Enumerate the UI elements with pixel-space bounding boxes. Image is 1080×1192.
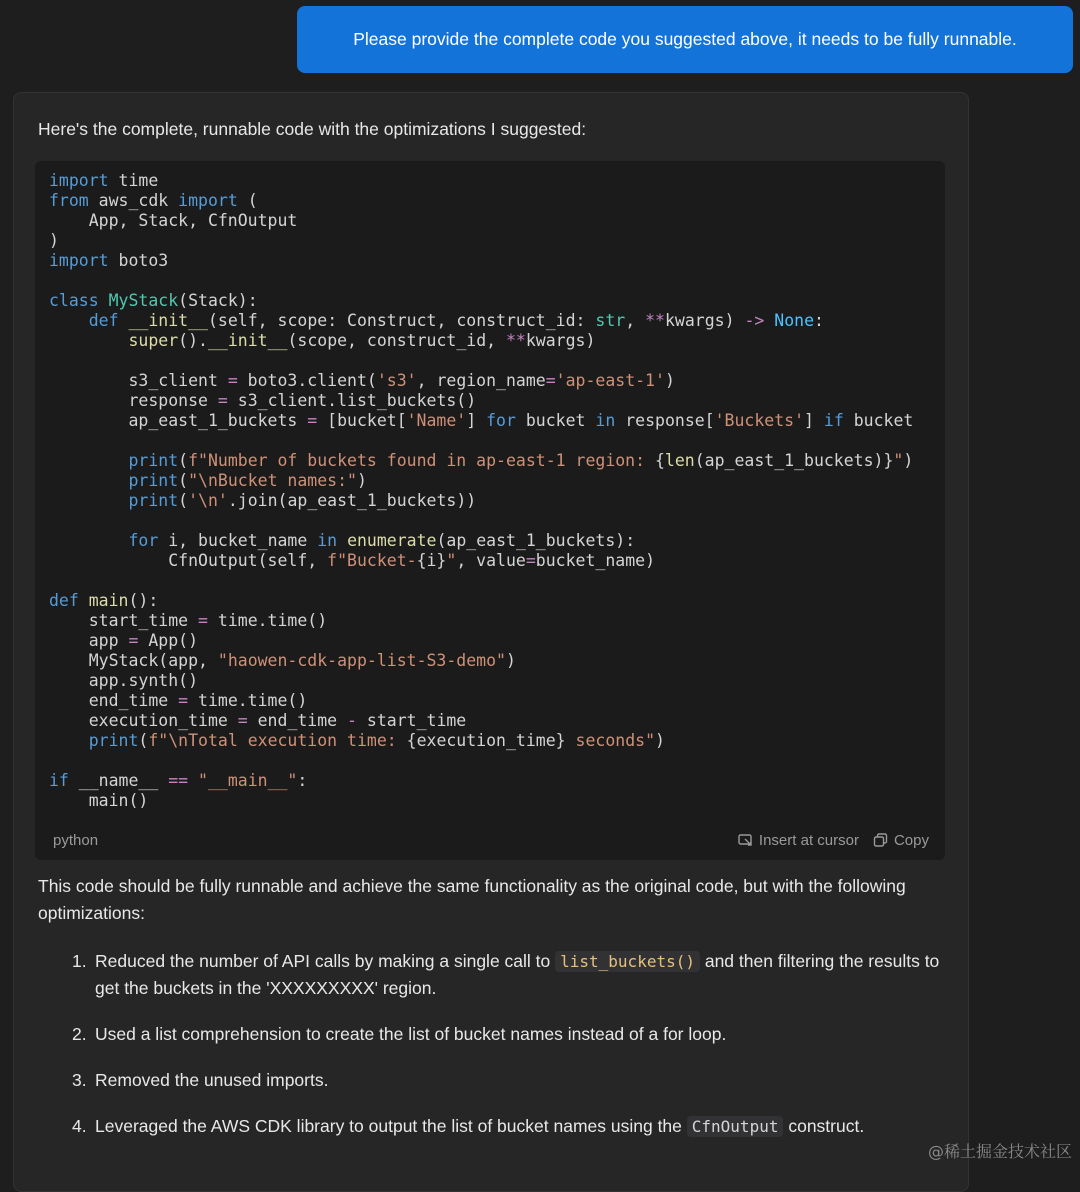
code-token: " bbox=[446, 551, 457, 570]
code-line bbox=[49, 451, 945, 471]
code-line bbox=[49, 751, 945, 771]
copy-button[interactable] bbox=[873, 832, 929, 849]
code-token: response bbox=[49, 391, 218, 410]
code-token: if bbox=[49, 771, 69, 790]
code-token: boto3 bbox=[108, 251, 169, 270]
list-item-number: 3. bbox=[72, 1070, 87, 1090]
list-item-number: 1. bbox=[72, 951, 87, 971]
list-item-text: Removed the unused imports. bbox=[95, 1070, 329, 1090]
code-token: super bbox=[128, 331, 179, 350]
code-token bbox=[337, 531, 347, 550]
code-token: __name__ bbox=[68, 771, 169, 790]
code-token bbox=[79, 591, 89, 610]
code-token: {i} bbox=[416, 551, 447, 570]
code-token: ) bbox=[655, 731, 665, 750]
response-intro: Here's the complete, runnable code with the optimizations I suggested: bbox=[38, 119, 587, 139]
code-token: ** bbox=[645, 311, 665, 330]
code-token: __init__ bbox=[128, 311, 208, 330]
code-token: class bbox=[49, 291, 99, 310]
code-token: app bbox=[49, 631, 129, 650]
code-token: def bbox=[88, 311, 119, 330]
code-token: ap_east_1_buckets bbox=[49, 411, 308, 430]
list-item-number: 4. bbox=[72, 1116, 87, 1136]
code-token: ) bbox=[49, 231, 59, 250]
code-token: enumerate bbox=[347, 531, 437, 550]
code-token: ] bbox=[804, 411, 824, 430]
code-token: str bbox=[595, 311, 626, 330]
code-token bbox=[49, 471, 128, 490]
copy-label: Copy bbox=[893, 831, 929, 849]
code-token: = bbox=[525, 551, 536, 570]
code-token: print bbox=[88, 731, 139, 750]
code-token: seconds" bbox=[565, 731, 655, 750]
code-token: 'Buckets' bbox=[714, 411, 805, 430]
code-token: : bbox=[814, 311, 824, 330]
code-token bbox=[119, 311, 129, 330]
code-token: { bbox=[654, 451, 665, 470]
code-token: App() bbox=[138, 631, 199, 650]
code-line bbox=[49, 231, 945, 251]
code-token: ( bbox=[138, 731, 149, 750]
code-token: ( bbox=[237, 191, 258, 210]
code-token: : bbox=[297, 771, 308, 790]
code-token: , value bbox=[456, 551, 526, 570]
code-token: ) bbox=[356, 471, 367, 490]
code-token bbox=[49, 451, 128, 470]
code-token: import bbox=[49, 251, 109, 270]
code-token: ( bbox=[178, 471, 189, 490]
code-line bbox=[49, 491, 945, 511]
code-token bbox=[49, 491, 128, 510]
code-line bbox=[49, 731, 945, 751]
code-line bbox=[49, 331, 945, 351]
code-token: if bbox=[823, 411, 844, 430]
code-token: f"\nTotal execution time: bbox=[148, 731, 407, 750]
code-token: execution_time bbox=[49, 711, 238, 730]
code-line bbox=[49, 771, 945, 791]
code-token bbox=[188, 771, 198, 790]
code-line bbox=[49, 791, 945, 811]
code-token: = bbox=[198, 611, 208, 630]
code-line bbox=[49, 411, 945, 431]
code-token: main bbox=[88, 591, 129, 610]
code-line bbox=[49, 431, 945, 451]
optimization-list bbox=[72, 948, 942, 1140]
code-token: i, bucket_name bbox=[158, 531, 318, 550]
code-token: "haowen-cdk-app-list-S3-demo" bbox=[217, 651, 506, 670]
code-token: len bbox=[664, 451, 695, 470]
code-token: (self, scope: Construct, construct_id: bbox=[207, 311, 596, 330]
code-token bbox=[49, 331, 128, 350]
code-token: end_time bbox=[247, 711, 348, 730]
list-item bbox=[72, 1021, 942, 1048]
code-token: f"Number of buckets found in ap-east-1 region: bbox=[188, 451, 655, 470]
code-line bbox=[49, 371, 945, 391]
list-item-text: and then filtering the results to get the buckets in the 'XXXXXXXXX' region. bbox=[95, 951, 940, 998]
code-token: = bbox=[237, 711, 248, 730]
code-token: from bbox=[49, 191, 89, 210]
code-token: = bbox=[307, 411, 318, 430]
code-token: (scope, construct_id, bbox=[287, 331, 506, 350]
code-token: time bbox=[108, 171, 159, 190]
code-line bbox=[49, 171, 945, 191]
user-message-bubble bbox=[297, 6, 1073, 73]
code-token: for bbox=[486, 411, 516, 430]
code-token: print bbox=[128, 451, 179, 470]
list-item bbox=[72, 1067, 942, 1094]
code-token: main() bbox=[49, 791, 149, 810]
code-token: print bbox=[128, 471, 179, 490]
code-token: (). bbox=[178, 331, 208, 350]
watermark: @稀土掘金技术社区 bbox=[927, 1142, 1072, 1161]
code-token: aws_cdk bbox=[88, 191, 179, 210]
code-token: = bbox=[128, 631, 139, 650]
code-token: = bbox=[178, 691, 189, 710]
code-line bbox=[49, 291, 945, 311]
code-line bbox=[49, 511, 945, 531]
code-token: (Stack): bbox=[178, 291, 258, 310]
code-token: for bbox=[128, 531, 159, 550]
code-token: = bbox=[545, 371, 556, 390]
code-token: s3_client bbox=[49, 371, 228, 390]
code-token: time.time() bbox=[188, 691, 308, 710]
code-language-label: python bbox=[53, 831, 99, 849]
code-token: ( bbox=[178, 451, 189, 470]
code-token bbox=[49, 311, 89, 330]
code-token bbox=[99, 291, 109, 310]
insert-icon bbox=[738, 833, 754, 847]
code-token: bucket_name) bbox=[535, 551, 656, 570]
code-token: bucket bbox=[515, 411, 596, 430]
inline-code: CfnOutput bbox=[687, 1116, 784, 1137]
code-token: '\n' bbox=[188, 491, 228, 510]
code-token: ) bbox=[505, 651, 516, 670]
code-token: def bbox=[49, 591, 79, 610]
code-line bbox=[49, 251, 945, 271]
code-token: kwargs) bbox=[664, 311, 745, 330]
code-line bbox=[49, 211, 945, 231]
code-token: bucket bbox=[843, 411, 914, 430]
code-token: boto3.client( bbox=[237, 371, 377, 390]
insert-at-cursor-button[interactable] bbox=[738, 832, 859, 849]
list-item bbox=[72, 1113, 942, 1140]
code-token: end_time bbox=[49, 691, 179, 710]
code-token: import bbox=[49, 171, 109, 190]
code-token: 'ap-east-1' bbox=[555, 371, 665, 390]
code-token: == bbox=[168, 771, 189, 790]
code-token: print bbox=[128, 491, 179, 510]
code-token: kwargs) bbox=[525, 331, 596, 350]
code-token: response[ bbox=[615, 411, 715, 430]
list-item-text: Reduced the number of API calls by making a single call to bbox=[95, 951, 556, 971]
code-token: App, Stack, CfnOutput bbox=[49, 211, 298, 230]
code-block bbox=[35, 161, 945, 860]
summary-paragraph: This code should be fully runnable and achieve the same functionality as the original code, but with the following optimizations: bbox=[38, 876, 906, 923]
code-token: "\nBucket names:" bbox=[188, 471, 357, 490]
code-line bbox=[49, 351, 945, 371]
code-token: ] bbox=[466, 411, 487, 430]
code-token: MyStack bbox=[108, 291, 179, 310]
code-token: ) bbox=[664, 371, 675, 390]
code-token: 'Name' bbox=[406, 411, 467, 430]
list-item-number: 2. bbox=[72, 1024, 87, 1044]
code-line bbox=[49, 671, 945, 691]
code-token: import bbox=[178, 191, 238, 210]
code-token: , bbox=[625, 311, 646, 330]
list-item bbox=[72, 948, 942, 1002]
code-token: in bbox=[595, 411, 616, 430]
assistant-response-card bbox=[13, 92, 969, 1192]
code-line bbox=[49, 531, 945, 551]
code-token: = bbox=[227, 371, 238, 390]
code-footer bbox=[35, 820, 945, 860]
code-token: .join(ap_east_1_buckets)) bbox=[227, 491, 477, 510]
code-token: - bbox=[347, 711, 357, 730]
list-item-text: Used a list comprehension to create the list of bucket names instead of a for loop. bbox=[95, 1024, 727, 1044]
code-token: app.synth() bbox=[49, 671, 199, 690]
code-token: start_time bbox=[356, 711, 467, 730]
code-token: ** bbox=[506, 331, 526, 350]
code-token: {execution_time} bbox=[406, 731, 566, 750]
code-line bbox=[49, 711, 945, 731]
code-line bbox=[49, 651, 945, 671]
code-line bbox=[49, 191, 945, 211]
code-token: in bbox=[317, 531, 338, 550]
code-token: f"Bucket- bbox=[327, 551, 417, 570]
code-token: , region_name bbox=[416, 371, 546, 390]
code-token: "__main__" bbox=[198, 771, 298, 790]
code-token: " bbox=[893, 451, 904, 470]
code-token: -> bbox=[744, 311, 765, 330]
code-line bbox=[49, 551, 945, 571]
list-item-text: construct. bbox=[783, 1116, 865, 1136]
insert-at-cursor-label: Insert at cursor bbox=[758, 831, 859, 849]
code-token: 's3' bbox=[376, 371, 417, 390]
code-token: ( bbox=[178, 491, 189, 510]
code-line bbox=[49, 631, 945, 651]
code-token: __init__ bbox=[207, 331, 288, 350]
code-line bbox=[49, 571, 945, 591]
code-token: (ap_east_1_buckets): bbox=[436, 531, 636, 550]
code-line bbox=[49, 311, 945, 331]
code-line bbox=[49, 271, 945, 291]
user-message-text: Please provide the complete code you suggested above, it needs to be fully runnable. bbox=[353, 29, 1017, 49]
code-token: time.time() bbox=[207, 611, 328, 630]
code-line bbox=[49, 471, 945, 491]
code-token bbox=[49, 531, 128, 550]
code-token: start_time bbox=[49, 611, 199, 630]
code-line bbox=[49, 691, 945, 711]
code-token bbox=[764, 311, 774, 330]
code-line bbox=[49, 611, 945, 631]
code-token: = bbox=[217, 391, 228, 410]
code-line bbox=[49, 391, 945, 411]
list-item-text: Leveraged the AWS CDK library to output the list of bucket names using the bbox=[95, 1116, 687, 1136]
code-token: None bbox=[774, 311, 815, 330]
code-token: (): bbox=[128, 591, 159, 610]
code-token: CfnOutput(self, bbox=[49, 551, 328, 570]
code-token: MyStack(app, bbox=[49, 651, 218, 670]
code-content[interactable] bbox=[49, 171, 945, 811]
code-token: (ap_east_1_buckets)} bbox=[694, 451, 894, 470]
code-token: [bucket[ bbox=[317, 411, 407, 430]
code-line bbox=[49, 591, 945, 611]
copy-icon bbox=[873, 833, 889, 847]
code-token bbox=[49, 731, 89, 750]
inline-code: list_buckets() bbox=[555, 951, 700, 972]
code-token: s3_client.list_buckets() bbox=[227, 391, 477, 410]
code-token: ) bbox=[903, 451, 914, 470]
